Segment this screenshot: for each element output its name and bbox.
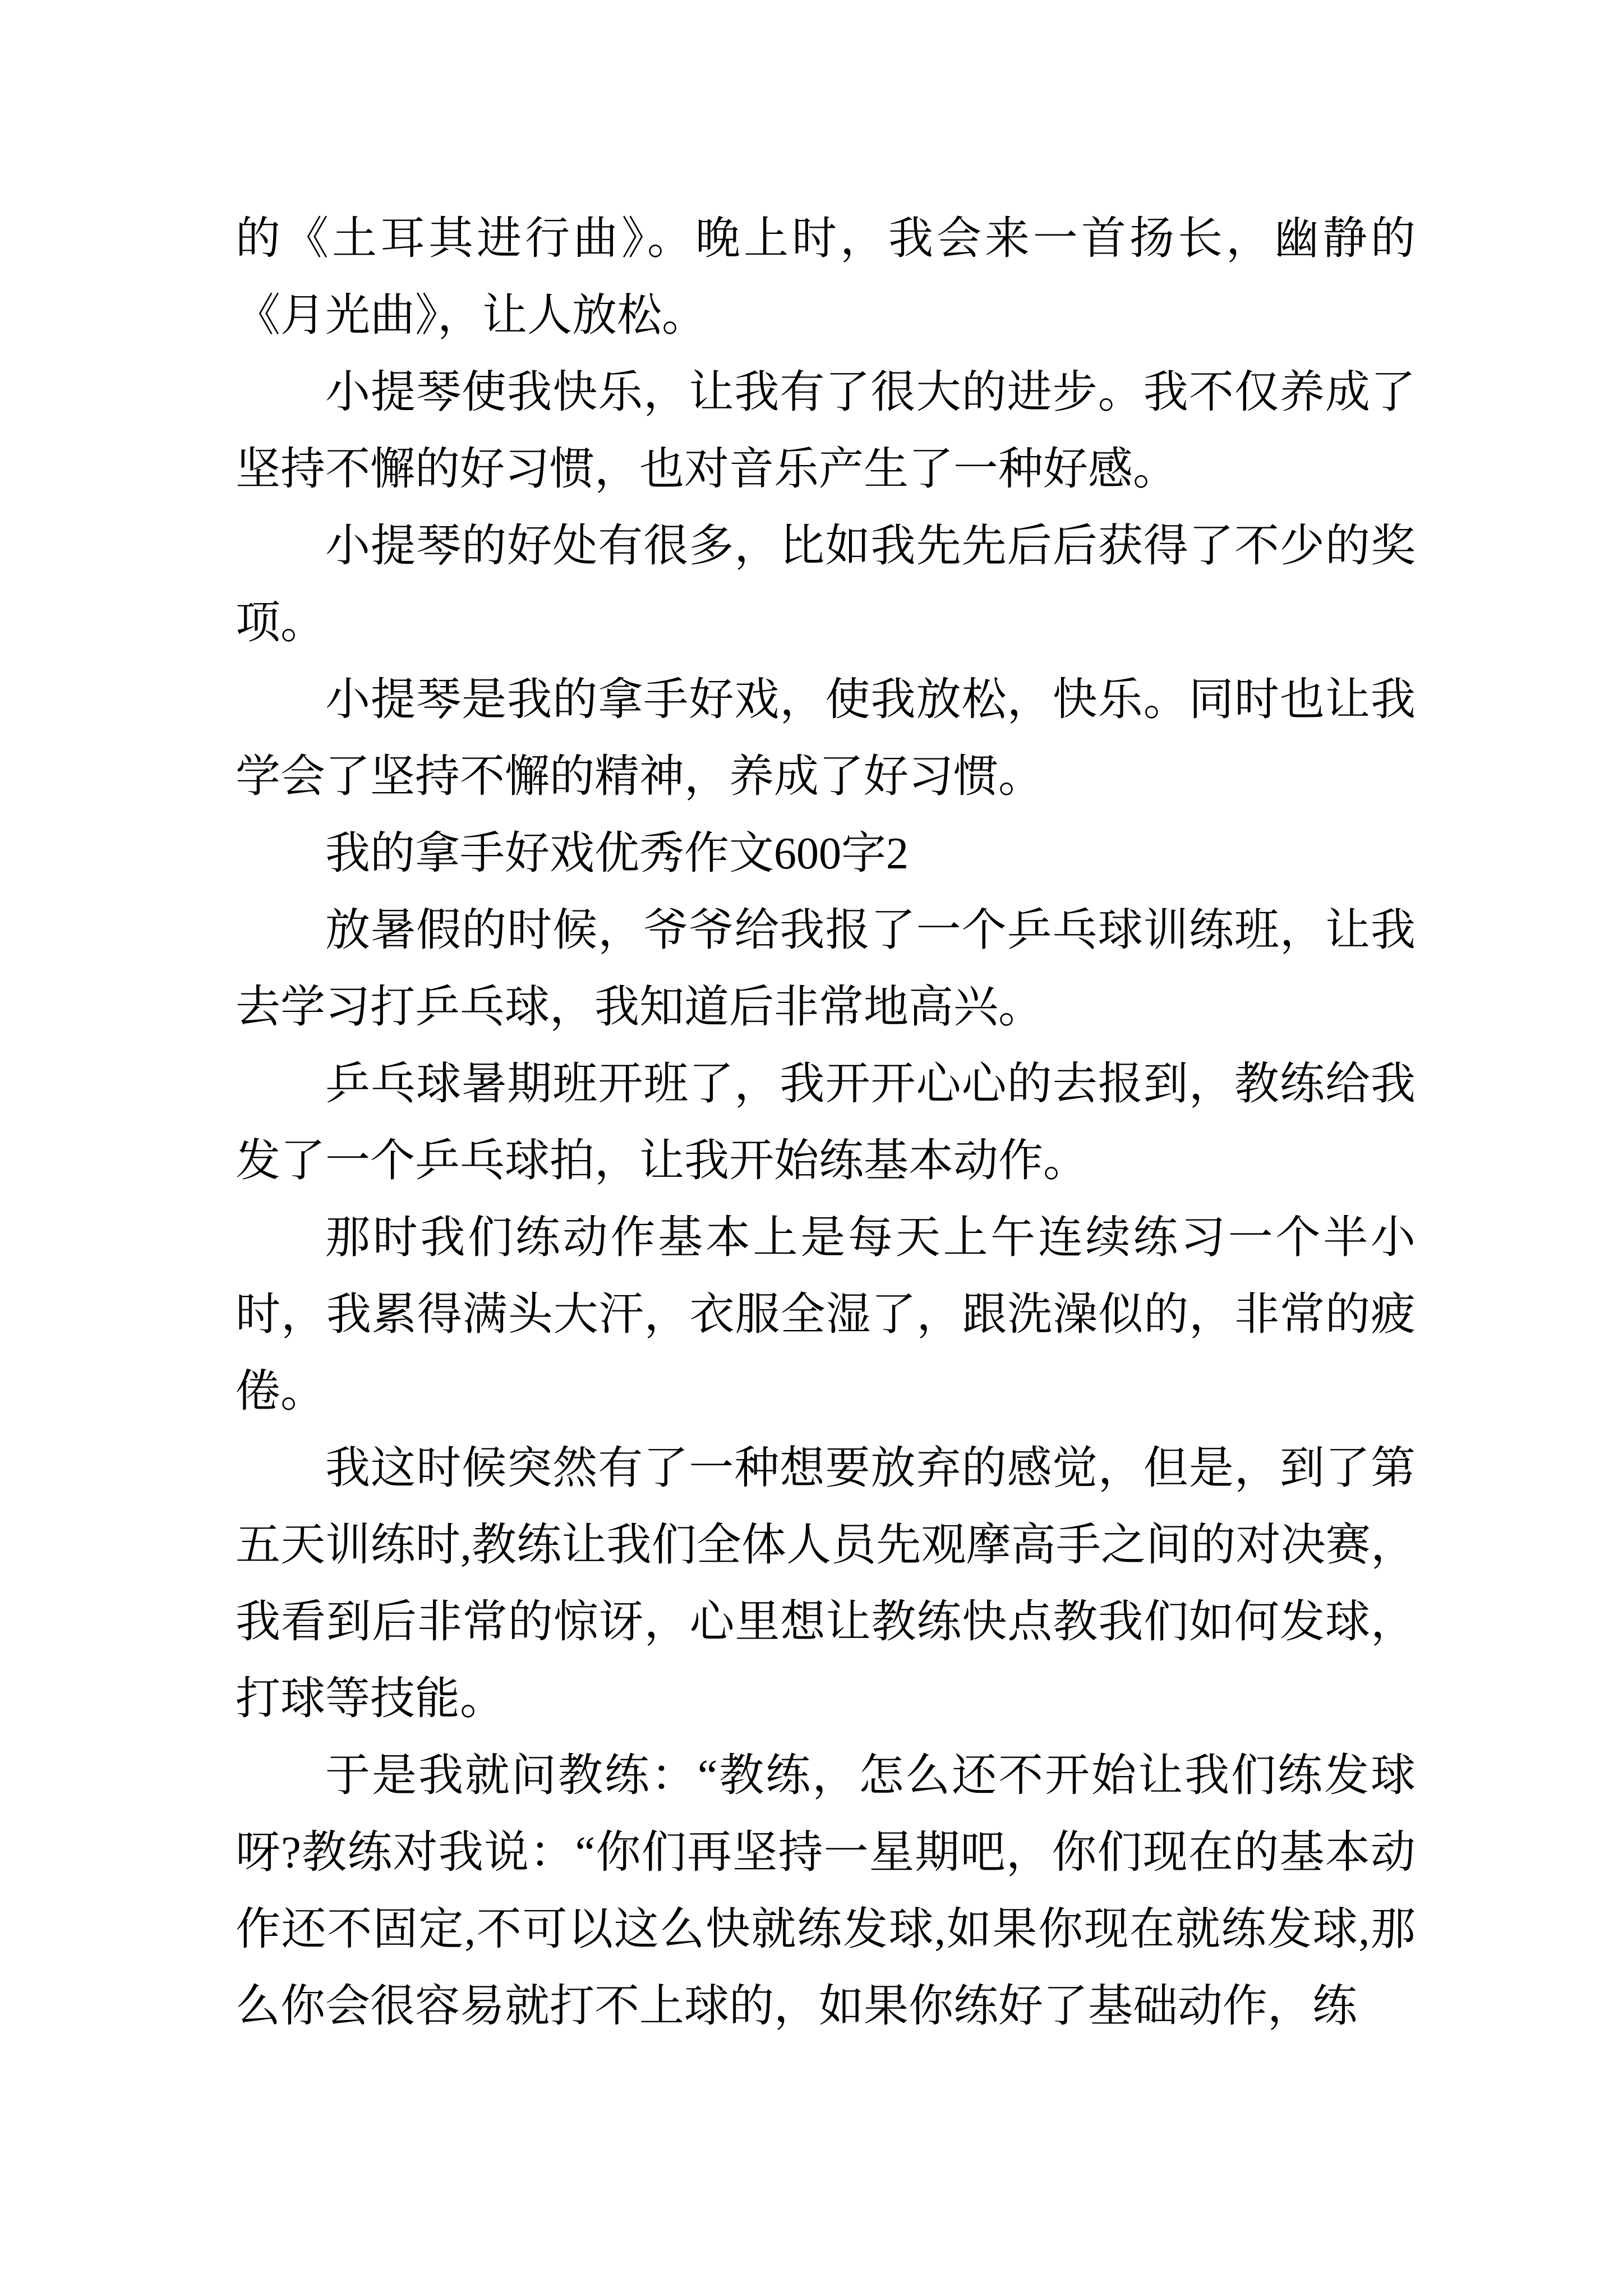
essay-text-block [236, 201, 1415, 2045]
essay-paragraph: 小提琴是我的拿手好戏，使我放松，快乐。同时也让我学会了坚持不懈的精神，养成了好习惯。 [236, 675, 1415, 802]
essay-paragraph: 那时我们练动作基本上是每天上午连续练习一个半小时，我累得满头大汗，衣服全湿了，跟洗澡似的，非常的疲倦。 [236, 1213, 1415, 1416]
essay-paragraph: 我这时候突然有了一种想要放弃的感觉，但是，到了第五天训练时,教练让我们全体人员先观摩高手之间的对决赛，我看到后非常的惊讶，心里想让教练快点教我们如何发球，打球等技能。 [236, 1444, 1415, 1724]
essay-paragraph: 于是我就问教练：“教练，怎么还不开始让我们练发球呀?教练对我说：“你们再坚持一星期吧，你们现在的基本动作还不固定,不可以这么快就练发球,如果你现在就练发球,那么你会很容易就打不上球的，如果你练好了基础动作，练 [236, 1751, 1415, 2031]
essay-paragraph-continuation: 的《土耳其进行曲》。晚上时，我会来一首扬长，幽静的《月光曲》，让人放松。 [236, 214, 1415, 341]
essay-paragraph: 乒乓球暑期班开班了，我开开心心的去报到，教练给我发了一个乒乓球拍，让我开始练基本动作。 [236, 1060, 1415, 1186]
essay-paragraph: 小提琴使我快乐，让我有了很大的进步。我不仅养成了坚持不懈的好习惯，也对音乐产生了一种好感。 [236, 368, 1415, 494]
essay-paragraph: 放暑假的时候，爷爷给我报了一个乒乓球训练班，让我去学习打乒乓球，我知道后非常地高兴。 [236, 906, 1415, 1032]
essay-section-title: 我的拿手好戏优秀作文600字2 [325, 829, 909, 878]
essay-paragraph: 小提琴的好处有很多，比如我先先后后获得了不少的奖项。 [236, 522, 1415, 648]
